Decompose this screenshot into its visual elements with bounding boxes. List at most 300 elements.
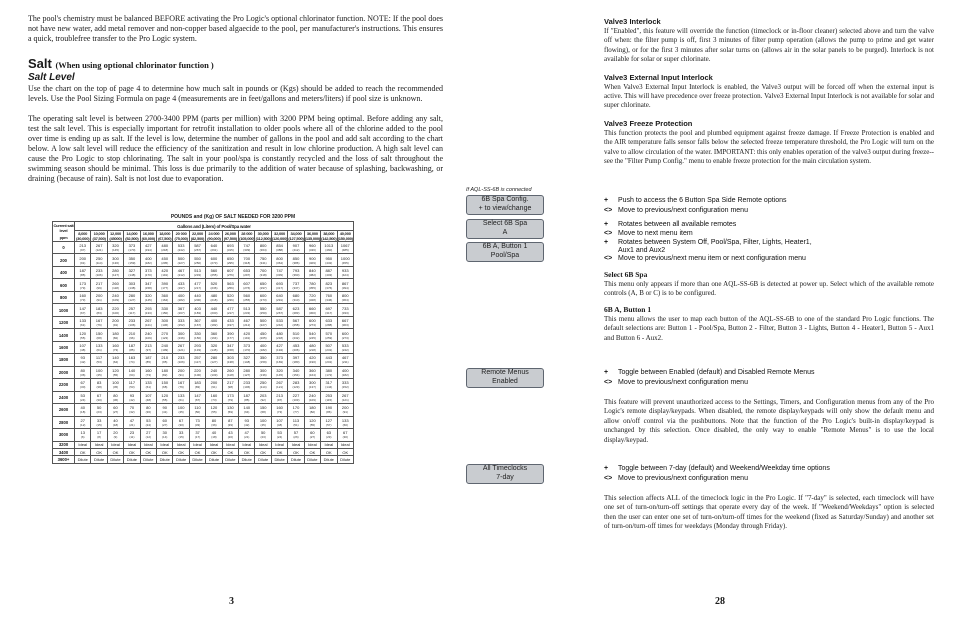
table-row [53,448,354,455]
table-cell: Ideal [239,441,255,448]
table-cell: 147 (67) [75,304,91,316]
lcd-line: 6B Spa Config. [481,196,529,203]
table-cell: 433 (197) [173,279,189,291]
salt-heading-note: (When using optional chlorinator function ) [55,60,214,70]
table-cell: 33 (15) [91,416,107,428]
table-cell: 700 (318) [255,266,271,278]
table-cell: 260 (118) [222,366,238,378]
table-cell: OK [222,448,238,455]
table-cell: 550 (250) [255,304,271,316]
table-cell: 267 (121) [337,391,354,403]
button1-text: This menu allows the user to map each button of the AQL-SS-6B to one of the standard Pro Logic functions. The default selections are: Button 1 - Pool/Spa, Button 2 - Filter, Button 3 - Lights, Button 4 - Heater1, Button 5 - Aux1 and Button 6 - Aux2. [604,314,934,342]
table-cell: 127 (57) [321,416,337,428]
table-cell: 100 (45) [107,379,123,391]
table-cell: 200 (91) [337,404,354,416]
table-cell: 907 (412) [288,242,304,254]
table-cell: 133 (60) [337,416,354,428]
ppm-cell: 600 [53,279,75,291]
table-cell: 780 (355) [304,279,320,291]
table-cell: Ideal [157,441,173,448]
table-cell: 1000 (455) [337,254,354,266]
instruction-next-item: <> Move to next menu item [604,230,693,237]
table-cell: Ideal [75,441,91,448]
table-cell: 900 (409) [304,254,320,266]
select-6b-spa-section [604,270,934,343]
instruction-rotate-system: + Rotates between System Off, Pool/Spa, Filter, Lights, Heater1, Aux1 and Aux2 [604,239,812,254]
table-cell: 240 (109) [107,291,123,303]
table-cell: 213 (97) [271,391,287,403]
gallons-header: 28 000 (105,000) [239,231,255,241]
lcd-line: Enabled [492,377,518,385]
table-cell: 240 (109) [206,366,222,378]
table-cell: 203 (92) [255,391,271,403]
table-row [53,404,354,416]
table-cell: 560 (255) [239,291,255,303]
table-cell: 600 (273) [304,316,320,328]
table-cell: 840 (382) [304,266,320,278]
table-cell: 133 (61) [75,316,91,328]
table-cell: 167 (76) [173,379,189,391]
table-cell: 267 (121) [271,379,287,391]
table-cell: 390 (177) [222,329,238,341]
plus-icon: + [604,465,609,472]
table-cell: 650 (295) [222,254,238,266]
table-cell: Dilute [124,456,140,464]
table-cell: 350 (159) [255,354,271,366]
table-row [53,366,354,378]
valve3-external-heading: Valve3 External Input Interlock [604,72,713,82]
valve3-freeze-heading: Valve3 Freeze Protection [604,118,693,128]
ppm-cell: 2800 [53,416,75,428]
table-cell: 107 (48) [140,391,156,403]
table-cell: 823 (376) [321,279,337,291]
gallons-header: 38,000 (142,500) [321,231,337,241]
salt-level-paragraph: Use the chart on the top of page 4 to determine how much salt in pounds or (Kgs) should be added to reach the recommended levels. Use the Pool Sizing Formula on page 4 (measurements are in feet/gallons and meters/liters) if pool size is unknown. [28,84,443,103]
table-row [53,379,354,391]
table-cell: 167 (76) [91,316,107,328]
col-group-header: Gallons and (Liters) of Pool/Spa water [75,222,354,231]
valve3-freeze-text: This function protects the pool and plumbed equipment against freeze damage. If Freeze Protection is enabled and the AIR temperature falls sensor falls below the selected freeze temperature threshold, the Pro Logic will turn on the valve to allow circulation of the water. IMPORTANT: this only enables operation of the valve3 output during freeze--see the "Filter Pump Config." menu to enable freeze protection for the main circulation system. [604,128,934,166]
table-cell: Ideal [304,441,320,448]
table-cell: Dilute [107,456,123,464]
table-cell: 513 (233) [239,304,255,316]
table-cell: 93 (42) [124,391,140,403]
intro-paragraph: The pool's chemistry must be balanced BEFORE activating the Pro Logic's optional chlorinator function. NOTE: If the pool does not have new water, add metal remover and non-copper based algaecide to the pool, per manufacturer's instructions. This ensures a quick, troublefree transfer to the Pro Logic system. [28,14,443,43]
valve3-external-text: When Valve3 External Input Interlock is enabled, the Valve3 output will be forced off when the external input is active. This will have precedence over freeze protection. Valve3 External Input Interlock is not available for solar and super chlorinate. [604,82,934,110]
table-cell: Ideal [173,441,189,448]
table-cell: 33 (15) [173,429,189,441]
table-cell: 520 (236) [206,279,222,291]
table-cell: 250 (114) [255,379,271,391]
table-cell: 140 (64) [124,366,140,378]
table-cell: 160 (73) [75,291,91,303]
table-cell: 80 (36) [107,391,123,403]
table-cell: 80 (36) [75,366,91,378]
table-row [53,391,354,403]
select-6b-spa-heading: Select 6B Spa [604,270,648,279]
table-cell: 427 (194) [140,242,156,254]
gallons-header: 24 000 (90,000) [207,231,221,241]
salt-heading: Salt (When using optional chlorinator function ) [28,56,214,71]
table-cell: 400 (182) [337,366,354,378]
table-cell: 793 (360) [288,266,304,278]
table-cell: 133 (61) [140,379,156,391]
lcd-line: A [502,228,508,236]
table-cell: 467 (211) [337,354,354,366]
table-cell: 640 (291) [271,291,287,303]
table-cell: 80 (36) [140,404,156,416]
table-cell: 420 (190) [304,354,320,366]
table-cell: 587 (267) [271,304,287,316]
table-cell: 440 (200) [206,304,222,316]
table-cell: 180 (82) [304,404,320,416]
table-cell: 240 (109) [157,341,173,353]
table-cell: 513 (233) [189,266,205,278]
table-cell: 500 (227) [173,254,189,266]
table-cell: Ideal [107,441,123,448]
table-cell: Dilute [337,456,354,464]
table-cell: 567 (258) [288,316,304,328]
table-cell: 450 (205) [255,329,271,341]
table-cell: 403 (183) [189,304,205,316]
valve3-interlock-heading: Valve3 Interlock [604,17,661,26]
table-cell: 93 (42) [239,416,255,428]
button1-heading: 6B A, Button 1 [604,304,652,314]
table-cell: 187 (85) [75,266,91,278]
table-cell: 300 (137) [304,379,320,391]
table-cell: 280 (127) [239,366,255,378]
table-cell: 73 (33) [189,416,205,428]
table-cell: 854 (388) [271,242,287,254]
plus-icon: + [604,369,609,376]
table-cell: 140 (64) [107,354,123,366]
arrows-icon: <> [604,475,613,482]
table-cell: 200 (91) [173,366,189,378]
table-cell: OK [189,448,205,455]
table-cell: OK [206,448,222,455]
table-cell: Dilute [271,456,287,464]
table-cell: 240 (109) [304,391,320,403]
ppm-cell: 2600 [53,404,75,416]
table-cell: 260 (118) [107,279,123,291]
table-cell: 400 (182) [140,254,156,266]
table-cell: 697 (317) [321,304,337,316]
table-cell: 660 (300) [304,304,320,316]
table-cell: 60 (27) [304,429,320,441]
arrows-icon: <> [604,255,613,262]
table-cell: 327 (148) [239,354,255,366]
table-cell: 293 (133) [189,341,205,353]
table-cell: 467 (212) [239,316,255,328]
table-cell: Dilute [321,456,337,464]
table-row [53,279,354,291]
table-cell: 450 (205) [157,254,173,266]
table-cell: 53 (24) [75,391,91,403]
table-cell: 70 (32) [124,404,140,416]
valve3-interlock-text: If "Enabled", this feature will override the function (timeclock or in-floor cleaner) selected above and turn the valve off when: the filter pump is off, first 3 minutes of filter pump operation (allows the pump to prime and get water flowing), or for the first 3 minutes after solar turns on (allows air in the solar panels to be purged). Interlock is not available for solar or super chlorinate. [604,27,934,64]
table-cell: 37 (17) [189,429,205,441]
table-cell: OK [107,448,123,455]
table-cell: 400 (182) [206,316,222,328]
table-cell: Dilute [239,456,255,464]
page-number-right: 28 [715,596,725,607]
table-cell: 737 (337) [288,279,304,291]
table-row [53,429,354,441]
table-cell: Ideal [140,441,156,448]
table-cell: 50 (23) [255,429,271,441]
table-cell: 87 (39) [222,416,238,428]
table-cell: Dilute [189,456,205,464]
ppm-cell: 3600+ [53,456,75,464]
table-cell: 390 (177) [157,279,173,291]
table-cell: 563 (256) [222,279,238,291]
table-cell: 320 (145) [140,291,156,303]
ppm-cell: 3000 [53,429,75,441]
table-cell: Ideal [255,441,271,448]
table-cell: 340 (154) [288,366,304,378]
table-cell: 267 (121) [91,242,107,254]
table-cell: 253 (115) [321,391,337,403]
arrows-icon: <> [604,379,613,386]
table-cell: 107 (48) [271,416,287,428]
table-cell: OK [337,448,354,455]
table-cell: 1067 (485) [337,242,354,254]
ppm-cell: 1200 [53,316,75,328]
table-cell: 480 (218) [304,341,320,353]
table-cell: 477 (217) [189,279,205,291]
ppm-cell: 1400 [53,329,75,341]
gallons-header: 26,000 (97,500) [223,231,238,241]
ppm-cell: 0 [53,242,75,254]
lcd-all-timeclocks [466,464,544,484]
table-cell: 850 (386) [288,254,304,266]
table-cell: 330 (150) [189,329,205,341]
table-cell: 467 (212) [173,266,189,278]
table-cell: 187 (85) [140,354,156,366]
table-cell: 200 (91) [206,379,222,391]
table-cell: Ideal [189,441,205,448]
ppm-cell: 1800 [53,354,75,366]
table-cell: 53 (24) [271,429,287,441]
table-cell: 283 (129) [288,379,304,391]
remote-menus-text: This feature will prevent unauthorized access to the Settings, Timers, and Configuration menus from any of the Pro Logic's remote display/keypads. When disabled, the remote display/keypads will only show the default menu and allow on/off control via the pushbuttons. Note that the function of the Pro Logic's built-in display/keypad is unchanged by this selection. Once disabled, the only way to enable "Remote Menus" is to use the local display/keypad. [604,398,934,444]
table-cell: 43 (20) [222,429,238,441]
table-cell: 47 (21) [239,429,255,441]
table-cell: 653 (297) [239,266,255,278]
table-cell: 27 (12) [75,416,91,428]
table-cell: 280 (127) [206,354,222,366]
table-cell: 60 (27) [107,404,123,416]
table-cell: 120 (55) [304,416,320,428]
table-cell: 700 (318) [239,254,255,266]
table-cell: Dilute [304,456,320,464]
table-cell: 107 (48) [75,341,91,353]
table-cell: 800 (364) [337,291,354,303]
table-cell: 300 (136) [157,316,173,328]
table-cell: 180 (82) [157,366,173,378]
ppm-cell: 3200 [53,441,75,448]
table-cell: 17 (8) [91,429,107,441]
table-cell: 320 (145) [206,341,222,353]
table-cell: 300 (136) [255,366,271,378]
page-number-left: 3 [229,596,234,607]
table-cell: 443 (201) [321,354,337,366]
table-cell: 83 (38) [91,379,107,391]
table-cell: 200 (91) [107,316,123,328]
table-cell: OK [271,448,287,455]
table-cell: 950 (432) [321,254,337,266]
table-cell: 30 (14) [157,429,173,441]
table-cell: 373 (170) [124,242,140,254]
table-cell: 170 (77) [288,404,304,416]
gallons-header: 40,000 (150,000) [337,231,353,241]
table-cell: 113 (51) [288,416,304,428]
table-cell: 533 (242) [271,316,287,328]
table-cell: 100 (45) [91,366,107,378]
ppm-cell: 800 [53,291,75,303]
table-cell: 173 (79) [75,279,91,291]
table-cell: 187 (85) [124,341,140,353]
table-cell: 600 (273) [206,254,222,266]
table-cell: 220 (100) [107,304,123,316]
gallons-header: 22,000 (82,500) [190,231,205,241]
table-cell: 300 (136) [107,254,123,266]
table-cell: Dilute [206,456,222,464]
ppm-cell: 1000 [53,304,75,316]
table-cell: 173 (79) [222,391,238,403]
table-cell: 67 (30) [173,416,189,428]
table-cell: 120 (55) [157,391,173,403]
table-cell: 250 (114) [91,254,107,266]
table-cell: 380 (172) [321,366,337,378]
table-cell: 453 (206) [288,341,304,353]
table-cell: OK [255,448,271,455]
aql-note: If AQL-SS-6B is connected [466,187,532,193]
table-cell: 600 (273) [337,329,354,341]
table-cell: 750 (341) [255,254,271,266]
table-cell: 67 (30) [91,391,107,403]
select-6b-spa-text: This menu only appears if more than one AQL-SS-6B is detected at power up. Select which of the available remote controls (A, B or C) is to be configured. [604,280,934,298]
table-cell: 240 (109) [140,329,156,341]
lcd-line: 7-day [496,473,514,481]
table-cell: Dilute [222,456,238,464]
lcd-line: + to view/change [478,204,532,212]
table-cell: 213 (97) [75,242,91,254]
gallons-header: 36,000 (135,000) [304,231,321,241]
ppm-cell: 2000 [53,366,75,378]
table-cell: 420 (191) [157,266,173,278]
table-cell: 667 (303) [337,316,354,328]
table-cell: 150 (68) [255,404,271,416]
gallons-header: 34,000 (127,500) [288,231,304,241]
table-cell: Dilute [75,456,91,464]
table-cell: OK [239,448,255,455]
table-cell: 480 (218) [206,291,222,303]
table-cell: 720 (328) [304,291,320,303]
table-row [53,304,354,316]
table-cell: 183 (83) [91,304,107,316]
table-cell: 360 (164) [206,329,222,341]
row-header: Current salt level ppm [53,223,74,240]
salt-table-grid [52,221,354,464]
table-cell: 200 (91) [91,291,107,303]
lcd-6b-button1 [466,242,544,262]
table-cell: Dilute [157,456,173,464]
table-cell: Dilute [91,456,107,464]
lcd-line: Select 6B Spa [482,220,528,227]
table-cell: 60 (27) [157,416,173,428]
table-cell: 933 (424) [337,266,354,278]
salt-level-heading: Salt Level [28,72,75,83]
table-cell: OK [304,448,320,455]
table-cell: 480 (218) [157,242,173,254]
table-cell: 163 (74) [124,354,140,366]
plus-icon: + [604,197,609,204]
table-cell: 887 (403) [321,266,337,278]
table-cell: 360 (164) [157,291,173,303]
table-cell: OK [75,448,91,455]
lcd-remote-menus [466,368,544,388]
operating-salt-paragraph: The operating salt level is between 2700-3400 PPM (parts per million) with 3200 PPM being optimal. Before adding any salt, test the salt level. This is especially important for retrofit installation to older pools where all of the chlorine added to the pool over time is ending up as salt. If the level is low, determine the number of gallons in the pool and add salt according to the chart below. A low salt level will reduce the efficiency of the sanitization and result in low chlorine production. A high salt level can cause the Pro Logic to stop chlorinating. The salt in your pool/spa is constantly recycled and the loss of salt throughout the swimming season should be minimal. This loss is due primarily to the addition of water because of splashing, backwashing, or draining (because of rain). Salt is not lost due to evaporation. [28,114,443,183]
table-cell: 130 (59) [222,404,238,416]
table-cell: 93 (42) [75,354,91,366]
table-cell: 293 (133) [140,304,156,316]
instruction-move-remote: <> Move to previous/next configuration menu [604,379,748,386]
table-cell: 270 (123) [157,329,173,341]
table-cell: 233 (106) [173,354,189,366]
plus-icon: + [604,239,609,246]
table-row [53,341,354,353]
ppm-cell: 3400 [53,448,75,455]
salt-table [52,214,354,471]
table-cell: 40 (18) [75,404,91,416]
table-cell: 360 (164) [304,366,320,378]
table-cell: 867 (394) [337,279,354,291]
instruction-rotate-remotes: + Rotates between all available remotes [604,221,737,228]
table-cell: 433 (197) [222,316,238,328]
table-cell: 190 (86) [321,404,337,416]
table-row [53,316,354,328]
table-cell: 303 (138) [124,279,140,291]
table-cell: 347 (158) [222,341,238,353]
table-cell: 477 (217) [222,304,238,316]
table-cell: 267 (121) [173,341,189,353]
table-cell: 560 (255) [206,266,222,278]
table-cell: 267 (121) [140,316,156,328]
table-cell: 640 (291) [206,242,222,254]
table-cell: 693 (317) [271,279,287,291]
table-cell: 693 (315) [222,242,238,254]
table-cell: 133 (61) [173,391,189,403]
table-cell: 80 (36) [206,416,222,428]
instruction-move-timeclock: <> Move to previous/next configuration menu [604,475,748,482]
table-row [53,456,354,464]
table-cell: 800 (364) [255,242,271,254]
table-cell: 607 (276) [222,266,238,278]
table-cell: 733 (333) [337,304,354,316]
lcd-line: Remote Menus [481,369,529,376]
gallons-header: 16,000 (60,000) [141,231,155,241]
table-cell: 160 (73) [206,391,222,403]
table-cell: 400 (182) [255,341,271,353]
table-cell: 510 (232) [288,329,304,341]
table-cell: 213 (97) [140,341,156,353]
table-cell: 373 (170) [140,266,156,278]
ppm-cell: 2200 [53,379,75,391]
table-cell: 623 (283) [288,304,304,316]
table-row [53,416,354,428]
ppm-cell: 200 [53,254,75,266]
